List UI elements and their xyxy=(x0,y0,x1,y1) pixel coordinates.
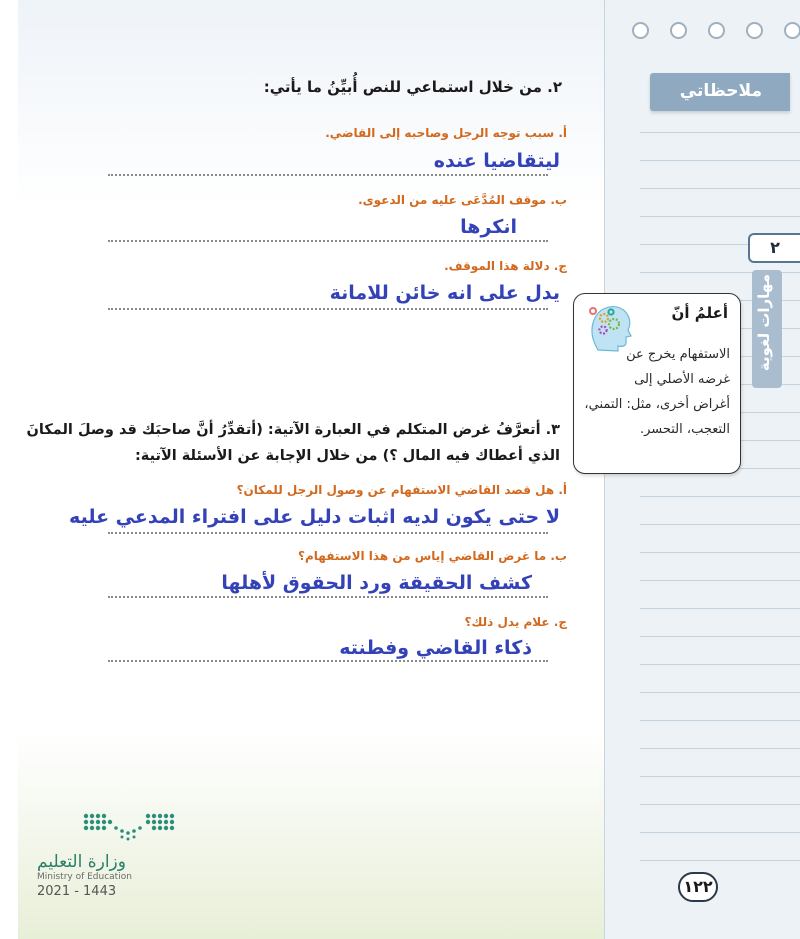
answer-line xyxy=(108,660,548,662)
question-2-title: ٢. من خلال استماعي للنص أُبيِّنُ ما يأتي: xyxy=(263,78,562,96)
question-2c-answer[interactable]: يدل على انه خائن للامانة xyxy=(329,282,560,304)
ministry-name-en: Ministry of Education xyxy=(37,872,132,882)
chapter-number: ٢ xyxy=(748,233,800,263)
know-that-box xyxy=(573,293,741,474)
question-2a-label: أ. سبب توجه الرجل وصاحبه إلى القاضي. xyxy=(325,126,567,140)
main-content-area xyxy=(18,0,608,939)
notebook-line xyxy=(640,804,800,805)
question-3-line-2: الذي أعطاك فيه المال ؟) من خلال الإجابة عن الأسئلة الآتية: xyxy=(134,448,560,464)
notebook-line xyxy=(640,832,800,833)
side-section-text: مهارات لغوية xyxy=(755,274,773,372)
question-3c-answer[interactable]: ذكاء القاضي وفطنته xyxy=(339,637,532,659)
question-3a-label: أ. هل قصد القاضي الاستفهام عن وصول الرجل للمكان؟ xyxy=(236,483,567,497)
notebook-line xyxy=(640,776,800,777)
question-2b-answer[interactable]: انكرها xyxy=(460,216,517,238)
question-3b-label: ب. ما غرض القاضي إياس من هذا الاستفهام؟ xyxy=(298,549,567,563)
answer-line xyxy=(108,174,548,176)
notebook-line xyxy=(640,552,800,553)
question-3c-label: ج. علام يدل ذلك؟ xyxy=(464,615,567,629)
question-3-line-1: ٣. أتعرَّفُ غرض المتكلم في العبارة الآتية: (أتقدِّرُ أنَّ صاحبَك قد وصلَ المكانَ xyxy=(26,422,560,438)
binder-ring xyxy=(670,22,687,39)
notebook-line xyxy=(640,748,800,749)
edition-year: 2021 - 1443 xyxy=(37,884,117,899)
page-number: ١٢٢ xyxy=(678,872,718,902)
binder-ring xyxy=(708,22,725,39)
notebook-line xyxy=(640,580,800,581)
notebook-line xyxy=(640,524,800,525)
binder-ring xyxy=(746,22,763,39)
question-2b-label: ب. موقف المُدَّعَى عليه من الدعوى. xyxy=(358,193,567,207)
notebook-line xyxy=(640,188,800,189)
know-that-line: أغراض أخرى، مثل: التمني، xyxy=(584,397,730,412)
page-margin xyxy=(0,0,18,939)
binder-ring xyxy=(632,22,649,39)
question-3b-answer[interactable]: كشف الحقيقة ورد الحقوق لأهلها xyxy=(221,572,532,594)
ministry-name-ar: وزارة التعليم xyxy=(37,852,126,872)
notebook-line xyxy=(640,664,800,665)
notebook-line xyxy=(640,720,800,721)
notebook-line xyxy=(640,216,800,217)
notebook-line xyxy=(640,608,800,609)
know-that-line: التعجب، التحسر. xyxy=(639,422,730,437)
notebook-line xyxy=(640,160,800,161)
know-that-text xyxy=(580,342,730,442)
question-2a-answer[interactable]: ليتقاضيا عنده xyxy=(433,150,560,172)
side-section-label xyxy=(752,270,782,388)
notes-tab-label: ملاحظاتي xyxy=(679,81,762,101)
know-that-line: غرضه الأصلي إلى xyxy=(634,372,730,387)
notebook-line xyxy=(640,692,800,693)
notes-tab xyxy=(650,73,790,111)
notebook-line xyxy=(640,636,800,637)
know-that-title: أعلمُ أنّ xyxy=(671,304,728,322)
ministry-logo-icon xyxy=(82,812,178,842)
notebook-line xyxy=(640,132,800,133)
binder-ring xyxy=(784,22,800,39)
answer-line xyxy=(108,532,548,534)
answer-line xyxy=(108,240,548,242)
question-2c-label: ج. دلالة هذا الموقف. xyxy=(444,259,567,273)
answer-line xyxy=(108,596,548,598)
know-that-line: الاستفهام يخرج عن xyxy=(626,347,730,362)
notebook-line xyxy=(640,860,800,861)
notebook-line xyxy=(640,496,800,497)
answer-line xyxy=(108,308,548,310)
question-3a-answer[interactable]: لا حتى يكون لديه اثبات دليل على افتراء المدعي عليه xyxy=(69,506,560,528)
